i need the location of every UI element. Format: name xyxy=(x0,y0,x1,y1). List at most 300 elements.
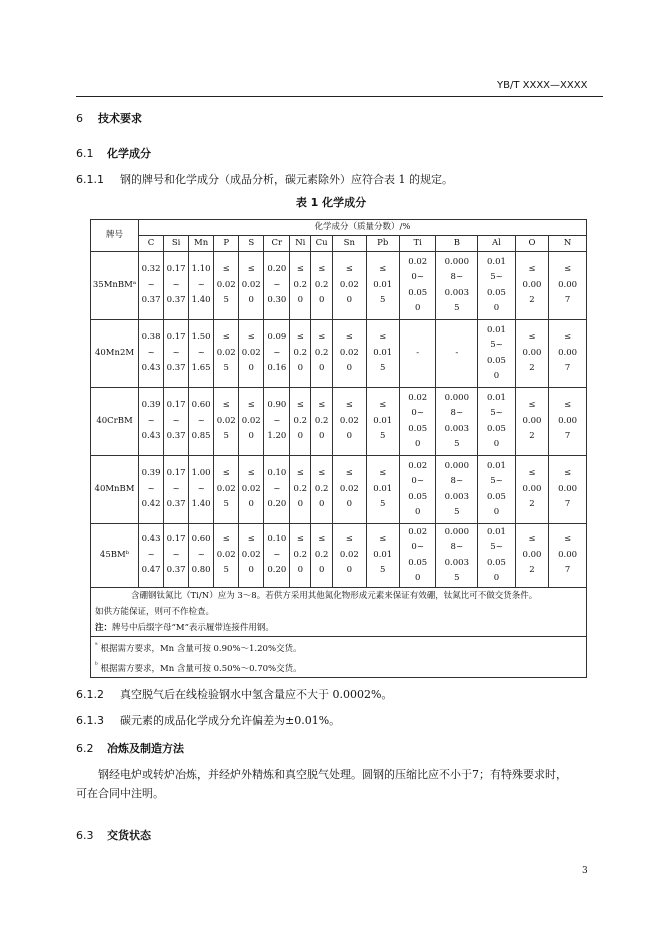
value-cell-o xyxy=(515,388,548,456)
value-line: 1.00 xyxy=(191,468,211,479)
value-line: 0.20 xyxy=(267,264,287,275)
value-line: ≤ xyxy=(564,264,572,275)
value-line: 0 xyxy=(346,565,353,576)
document-code: YB/T XXXX—XXXX xyxy=(497,80,588,91)
section-6-1-heading: 6.1 化学成分 xyxy=(76,147,151,160)
value-line: 0.43 xyxy=(141,363,161,374)
value-cell-ni xyxy=(290,252,311,320)
value-line: ~ xyxy=(273,483,281,494)
value-cell-c xyxy=(139,524,164,588)
grade-cell: 40Mn2M xyxy=(91,320,139,388)
value-line: 0~ xyxy=(411,408,424,418)
value-line: 0.02 xyxy=(241,347,261,358)
value-line: 0.17 xyxy=(166,332,186,343)
value-line: ≤ xyxy=(296,332,304,343)
value-cell-cu xyxy=(311,524,333,588)
grade-cell: 40MnBM xyxy=(91,456,139,524)
section-6-heading: 6 技术要求 xyxy=(76,112,142,125)
value-line: 0.37 xyxy=(166,499,186,510)
value-line: 0 xyxy=(414,573,421,583)
value-line: 0.02 xyxy=(216,415,236,426)
value-cell-cu xyxy=(311,320,333,388)
value-line: 2 xyxy=(529,295,535,306)
value-line: 7 xyxy=(564,295,571,306)
value-line: 0.05 xyxy=(408,491,428,502)
value-line: 0.38 xyxy=(141,332,161,343)
value-line: 0.01 xyxy=(487,392,506,403)
value-line: 0.01 xyxy=(373,483,393,494)
value-line: 5 xyxy=(223,565,229,576)
value-line: 5 xyxy=(223,431,229,442)
value-line: 2 xyxy=(529,499,535,510)
value-line: 0 xyxy=(248,363,254,374)
value-line: ≤ xyxy=(379,468,387,479)
value-line: 0.00 xyxy=(558,549,578,560)
value-line: 8~ xyxy=(450,408,464,418)
value-cell-o xyxy=(515,320,548,388)
value-line: ≤ xyxy=(222,400,230,411)
page-number: 3 xyxy=(582,866,588,876)
value-line: ≤ xyxy=(528,534,536,545)
value-line: 2 xyxy=(529,565,535,576)
value-line: 0.000 xyxy=(444,460,469,471)
value-cell-ni xyxy=(290,456,311,524)
value-line: ≤ xyxy=(247,468,255,479)
section-6-3-heading: 6.3 交货状态 xyxy=(76,829,151,842)
value-line: 0.37 xyxy=(166,363,186,374)
value-line: 0.20 xyxy=(267,499,287,510)
value-line: 5~ xyxy=(490,408,503,418)
value-line: ≤ xyxy=(222,534,230,545)
value-line: 7 xyxy=(564,499,571,510)
value-line: ≤ xyxy=(247,534,255,545)
value-cell-c xyxy=(139,456,164,524)
value-cell-cr xyxy=(264,524,290,588)
value-line: ≤ xyxy=(296,400,304,411)
value-line: 0.17 xyxy=(166,264,186,275)
value-line: 1.40 xyxy=(191,295,211,306)
value-line: 5 xyxy=(380,363,386,374)
value-cell-c xyxy=(139,252,164,320)
value-cell-si xyxy=(164,252,189,320)
value-line: ≤ xyxy=(222,264,230,275)
value-line: 0.00 xyxy=(558,279,578,290)
value-cell-cr xyxy=(264,388,290,456)
value-line: 0.00 xyxy=(522,347,542,358)
element-header-b: B xyxy=(436,236,478,252)
value-cell-n xyxy=(549,252,587,320)
value-line: ≤ xyxy=(222,332,230,343)
value-cell-n xyxy=(549,456,587,524)
value-line: 0.42 xyxy=(141,499,161,510)
value-line: 0 xyxy=(248,431,254,442)
value-line: 0.003 xyxy=(444,557,469,568)
value-line: 0 xyxy=(414,507,421,517)
element-header-al: Al xyxy=(478,236,516,252)
value-line: 5 xyxy=(380,565,386,576)
value-line: 0.2 xyxy=(293,483,308,494)
grade-cell: 45BMᵇ xyxy=(91,524,139,588)
value-line: 0.000 xyxy=(444,392,469,403)
value-cell-n xyxy=(549,388,587,456)
value-cell-s xyxy=(239,388,264,456)
value-line: 0.43 xyxy=(141,431,161,442)
value-cell-n xyxy=(549,320,587,388)
value-cell-p xyxy=(214,320,239,388)
value-line: ~ xyxy=(197,415,205,426)
value-cell-pb xyxy=(366,252,399,320)
value-line: 0.02 xyxy=(216,347,236,358)
value-line: 0 xyxy=(318,363,325,374)
value-cell-o xyxy=(515,456,548,524)
value-cell-s xyxy=(239,320,264,388)
value-line: 5 xyxy=(454,507,460,517)
value-line: 0.05 xyxy=(408,287,428,298)
value-line: 0.2 xyxy=(293,347,308,358)
value-line: 0 xyxy=(318,295,325,306)
value-line: ≤ xyxy=(345,264,353,275)
value-line: 5 xyxy=(380,431,386,442)
value-cell-si xyxy=(164,320,189,388)
value-line: 0 xyxy=(248,565,254,576)
value-line: 1.50 xyxy=(191,332,211,343)
value-line: 0.05 xyxy=(487,355,506,366)
value-cell-ti xyxy=(399,252,436,320)
value-cell-ti xyxy=(399,524,436,588)
value-line: 0.01 xyxy=(373,279,393,290)
value-cell-mn xyxy=(189,524,214,588)
value-line: 0.2 xyxy=(293,415,308,426)
value-line: ≤ xyxy=(379,400,387,411)
value-line: 0.16 xyxy=(267,363,287,374)
value-line: ≤ xyxy=(222,468,230,479)
value-line: 0.2 xyxy=(314,279,329,290)
value-line: 5~ xyxy=(490,542,503,552)
table-row xyxy=(91,388,587,456)
value-line: 0.01 xyxy=(487,526,506,537)
header-rule xyxy=(76,96,603,97)
value-cell-al xyxy=(478,320,516,388)
value-line: 5 xyxy=(454,573,460,583)
value-line: ≤ xyxy=(296,534,304,545)
value-line: ≤ xyxy=(379,534,387,545)
value-cell-b xyxy=(436,456,478,524)
value-line: 1.40 xyxy=(191,499,211,510)
value-line: 0 xyxy=(493,573,500,583)
value-line: - xyxy=(455,347,459,358)
value-line: 0.30 xyxy=(267,295,287,306)
value-cell-sn xyxy=(333,252,366,320)
value-line: 0.39 xyxy=(141,468,161,479)
value-cell-b xyxy=(436,388,478,456)
value-line: 0.17 xyxy=(166,400,186,411)
value-line: ~ xyxy=(197,347,205,358)
value-line: 0.02 xyxy=(216,279,236,290)
value-line: 0.003 xyxy=(444,287,469,298)
value-line: 0.02 xyxy=(241,483,261,494)
value-line: 8~ xyxy=(450,272,464,282)
value-line: 0.10 xyxy=(267,534,287,545)
value-line: 0.00 xyxy=(558,415,578,426)
value-cell-sn xyxy=(333,388,366,456)
value-line: ~ xyxy=(172,347,180,358)
value-line: 0~ xyxy=(411,272,424,282)
value-line: 0~ xyxy=(411,476,424,486)
value-line: 0.17 xyxy=(166,534,186,545)
value-cell-s xyxy=(239,456,264,524)
value-line: 0.10 xyxy=(267,468,287,479)
value-line: 0.02 xyxy=(339,549,359,560)
value-line: ~ xyxy=(197,549,205,560)
value-line: ≤ xyxy=(345,400,353,411)
table-row xyxy=(91,320,587,388)
value-line: 0 xyxy=(346,295,353,306)
value-line: 0.02 xyxy=(216,483,236,494)
value-line: ~ xyxy=(172,483,180,494)
value-line: 0 xyxy=(318,431,325,442)
value-cell-ni xyxy=(290,320,311,388)
value-line: 0.02 xyxy=(241,549,261,560)
value-cell-sn xyxy=(333,524,366,588)
value-line: 0.02 xyxy=(339,279,359,290)
element-header-n: N xyxy=(549,236,587,252)
value-line: 0.60 xyxy=(191,534,211,545)
value-line: ~ xyxy=(172,279,180,290)
value-line: 0 xyxy=(297,499,303,510)
value-line: ≤ xyxy=(247,264,255,275)
value-line: 0.20 xyxy=(267,565,287,576)
value-cell-o xyxy=(515,252,548,320)
value-line: 5 xyxy=(223,363,229,374)
value-line: 0 xyxy=(318,565,325,576)
element-header-o: O xyxy=(515,236,548,252)
value-line: 0 xyxy=(346,431,353,442)
value-line: 0.02 xyxy=(241,415,261,426)
value-cell-s xyxy=(239,252,264,320)
value-line: 1.65 xyxy=(191,363,211,374)
value-line: 1.20 xyxy=(267,431,287,442)
value-cell-ni xyxy=(290,524,311,588)
value-cell-al xyxy=(478,456,516,524)
value-cell-ti xyxy=(399,388,436,456)
chemical-composition-table xyxy=(90,219,587,678)
value-line: 0 xyxy=(318,499,325,510)
value-cell-p xyxy=(214,388,239,456)
value-cell-pb xyxy=(366,388,399,456)
value-line: 5 xyxy=(454,303,460,313)
value-line: 0.01 xyxy=(487,324,506,335)
value-line: 0 xyxy=(297,363,303,374)
table-row xyxy=(91,524,587,588)
table-row xyxy=(91,456,587,524)
element-header-mn: Mn xyxy=(189,236,214,252)
value-line: 0.09 xyxy=(267,332,287,343)
value-cell-mn xyxy=(189,252,214,320)
value-line: 0.000 xyxy=(444,526,469,537)
value-line: 0.2 xyxy=(314,549,329,560)
value-line: 0.00 xyxy=(558,347,578,358)
grade-header: 牌号 xyxy=(91,220,139,252)
value-line: ≤ xyxy=(247,400,255,411)
value-line: ~ xyxy=(197,279,205,290)
element-header-ni: Ni xyxy=(290,236,311,252)
value-line: 0.43 xyxy=(141,534,161,545)
value-line: 0.2 xyxy=(293,279,308,290)
value-line: 5 xyxy=(223,295,229,306)
value-line: 0.003 xyxy=(444,423,469,434)
value-line: 0.00 xyxy=(558,483,578,494)
value-line: 0.47 xyxy=(141,565,161,576)
value-cell-mn xyxy=(189,456,214,524)
element-header-cu: Cu xyxy=(311,236,333,252)
value-cell-n xyxy=(549,524,587,588)
value-line: 1.10 xyxy=(191,264,211,275)
value-cell-sn xyxy=(333,456,366,524)
value-line: 0 xyxy=(248,295,254,306)
value-line: ~ xyxy=(197,483,205,494)
value-cell-p xyxy=(214,524,239,588)
value-line: 0.02 xyxy=(339,415,359,426)
value-line: 0 xyxy=(493,303,500,313)
value-cell-al xyxy=(478,388,516,456)
value-line: ~ xyxy=(147,347,155,358)
value-line: 0.2 xyxy=(314,347,329,358)
value-cell-s xyxy=(239,524,264,588)
value-line: 0.01 xyxy=(373,347,393,358)
value-cell-si xyxy=(164,456,189,524)
value-line: 5 xyxy=(380,499,386,510)
value-cell-sn xyxy=(333,320,366,388)
value-line: 7 xyxy=(564,565,571,576)
value-line: 0.02 xyxy=(408,256,428,267)
value-line: 0.00 xyxy=(522,279,542,290)
grade-cell: 35MnBMᵃ xyxy=(91,252,139,320)
value-line: 0 xyxy=(297,431,303,442)
table-row xyxy=(91,252,587,320)
value-line: 0.02 xyxy=(408,460,428,471)
section-6-2-heading: 6.2 冶炼及制造方法 xyxy=(76,742,184,755)
value-line: 0.01 xyxy=(487,256,506,267)
value-line: 8~ xyxy=(450,542,464,552)
value-cell-ti xyxy=(399,456,436,524)
value-line: ≤ xyxy=(318,534,326,545)
value-cell-c xyxy=(139,320,164,388)
value-cell-o xyxy=(515,524,548,588)
value-line: ~ xyxy=(147,483,155,494)
value-line: ≤ xyxy=(318,468,326,479)
value-cell-b xyxy=(436,252,478,320)
value-line: 0.05 xyxy=(487,423,506,434)
value-line: 0~ xyxy=(411,542,424,552)
value-line: ≤ xyxy=(564,332,572,343)
element-header-sn: Sn xyxy=(333,236,366,252)
value-line: 0.01 xyxy=(373,549,393,560)
value-line: 2 xyxy=(529,363,535,374)
value-line: 0.00 xyxy=(522,483,542,494)
value-cell-cu xyxy=(311,388,333,456)
value-line: ≤ xyxy=(247,332,255,343)
value-line: 0 xyxy=(493,371,500,381)
value-line: 5 xyxy=(454,439,460,449)
value-line: 0 xyxy=(346,363,353,374)
value-cell-b xyxy=(436,524,478,588)
value-line: 0.60 xyxy=(191,400,211,411)
value-cell-al xyxy=(478,252,516,320)
value-line: 0.05 xyxy=(487,287,506,298)
value-line: 5~ xyxy=(490,476,503,486)
value-line: ~ xyxy=(147,415,155,426)
value-line: 0.02 xyxy=(241,279,261,290)
value-cell-b xyxy=(436,320,478,388)
value-cell-p xyxy=(214,456,239,524)
value-line: 0.05 xyxy=(487,557,506,568)
value-cell-ni xyxy=(290,388,311,456)
value-cell-pb xyxy=(366,456,399,524)
clause-6-2-text-line2: 可在合同中注明。 xyxy=(76,787,164,800)
value-line: 0.01 xyxy=(373,415,393,426)
value-cell-mn xyxy=(189,388,214,456)
value-line: ~ xyxy=(273,347,281,358)
value-line: ≤ xyxy=(528,264,536,275)
value-line: ≤ xyxy=(318,400,326,411)
value-line: ≤ xyxy=(296,468,304,479)
value-line: 0 xyxy=(493,439,500,449)
value-line: 0.02 xyxy=(408,392,428,403)
clause-6-1-1: 6.1.1 钢的牌号和化学成分（成品分析，碳元素除外）应符合表 1 的规定。 xyxy=(76,173,453,186)
value-line: ~ xyxy=(147,279,155,290)
value-line: ≤ xyxy=(379,332,387,343)
value-line: 0.80 xyxy=(191,565,211,576)
value-line: ≤ xyxy=(345,468,353,479)
value-line: 0.05 xyxy=(408,423,428,434)
value-cell-cu xyxy=(311,252,333,320)
value-line: 0.02 xyxy=(216,549,236,560)
value-line: 5~ xyxy=(490,340,503,350)
value-line: 0 xyxy=(414,439,421,449)
value-cell-pb xyxy=(366,524,399,588)
value-line: 0 xyxy=(297,565,303,576)
element-header-pb: Pb xyxy=(366,236,399,252)
value-line: 0.003 xyxy=(444,491,469,502)
value-line: ≤ xyxy=(345,534,353,545)
table-footnotes: $^ᵃ$ 根据需方要求，Mn 含量可按 0.90%～1.20%交货。 $^ᵇ$ 根据需方要求，Mn 含量可按 0.50%～0.70%交货。 xyxy=(91,637,587,678)
element-header-row xyxy=(91,236,587,252)
element-header-cr: Cr xyxy=(264,236,290,252)
value-line: 0.05 xyxy=(487,491,506,502)
value-line: 0 xyxy=(346,499,353,510)
value-cell-mn xyxy=(189,320,214,388)
table-note-1: 含硼钢钛氮比（Ti/N）应为 3～8。若供方采用其他氮化物形成元素来保证有效硼，钛氮比可不做交货条件。 如供方能保证，则可不作检查。 注：牌号中后缀字母“M”表示履带连接件用钢。 xyxy=(91,588,587,637)
value-line: ≤ xyxy=(345,332,353,343)
value-line: 0.01 xyxy=(487,460,506,471)
value-line: ≤ xyxy=(318,264,326,275)
value-line: 0.2 xyxy=(293,549,308,560)
value-line: ≤ xyxy=(564,400,572,411)
value-line: 0 xyxy=(414,303,421,313)
value-cell-cr xyxy=(264,320,290,388)
value-line: 0.05 xyxy=(408,557,428,568)
value-line: 7 xyxy=(564,431,571,442)
value-cell-p xyxy=(214,252,239,320)
clause-6-1-3: 6.1.3 碳元素的成品化学成分允许偏差为±0.01%。 xyxy=(76,714,341,727)
value-line: 2 xyxy=(529,431,535,442)
value-line: 0.02 xyxy=(408,526,428,537)
value-line: ~ xyxy=(172,549,180,560)
value-line: 0.000 xyxy=(444,256,469,267)
value-cell-c xyxy=(139,388,164,456)
element-header-p: P xyxy=(214,236,239,252)
value-line: - xyxy=(416,347,420,358)
